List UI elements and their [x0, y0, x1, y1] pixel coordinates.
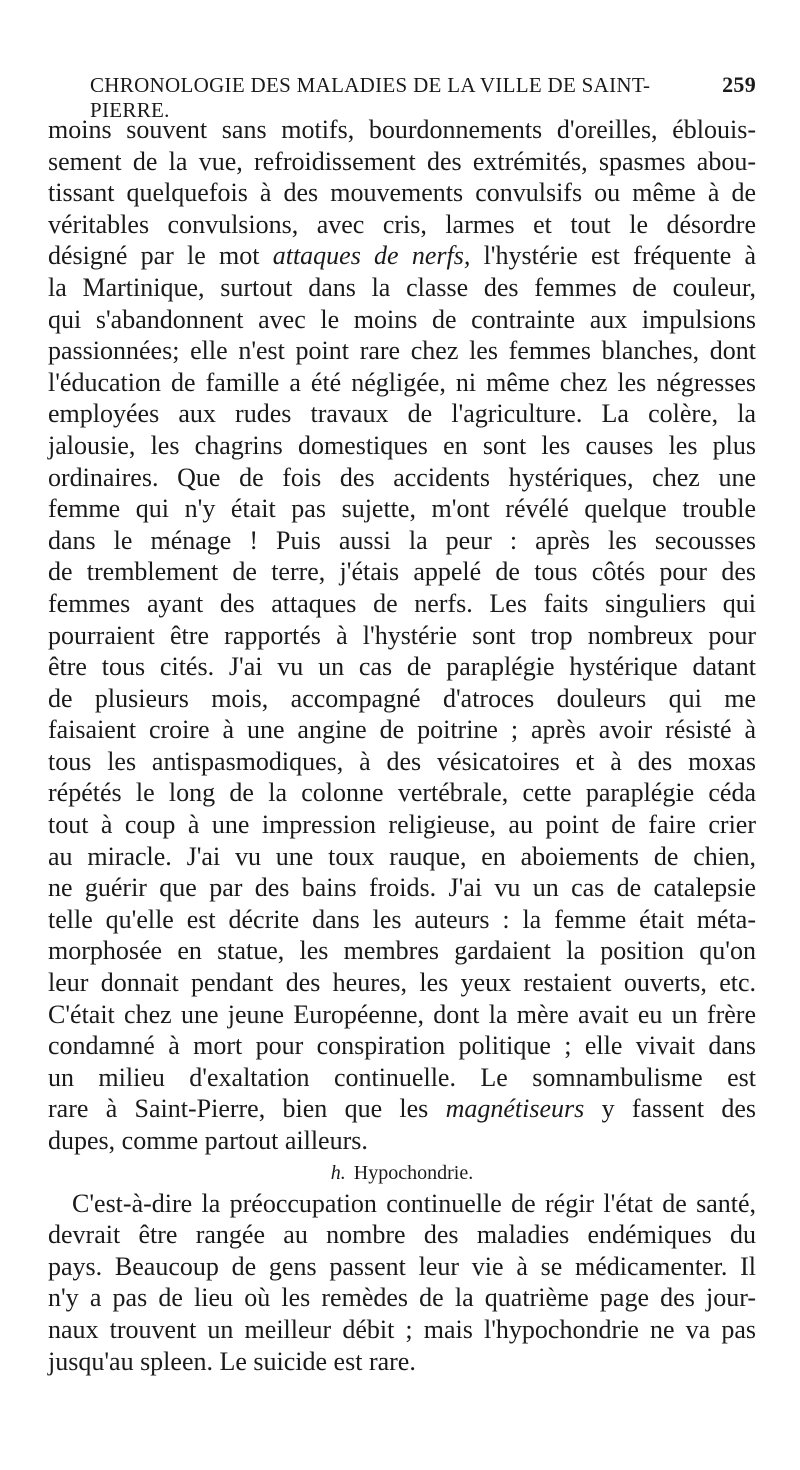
text-line: passionnées; elle n'est point rare chez les femmes blanches, dont	[48, 336, 756, 366]
italic-term: magnétiseurs	[445, 1094, 585, 1124]
text-line: naux trouvent un meilleur débit ; mais l'hypochondrie ne va pas	[48, 1314, 756, 1344]
running-head	[90, 72, 756, 122]
text-line: véritables convulsions, avec cris, larmes et tout le désordre	[48, 209, 756, 239]
text-line: tout à coup à une impression religieuse, au point de faire crier	[48, 810, 756, 840]
text-line: C'était chez une jeune Européenne, dont la mère avait eu un frère	[48, 999, 756, 1029]
text-line: tissant quelquefois à des mouvements convulsifs ou même à de	[48, 178, 756, 208]
text-line: condamné à mort pour conspiration politique ; elle vivait dans	[48, 1031, 756, 1061]
text-fragment: y fassent des	[601, 1094, 757, 1124]
text-line: moins souvent sans motifs, bourdonnements d'oreilles, éblouis-	[48, 115, 756, 144]
text-line: la Martinique, surtout dans la classe des femmes de couleur,	[48, 272, 756, 302]
text-line: dans le ménage ! Puis aussi la peur : après les secousses	[48, 525, 756, 555]
running-title: CHRONOLOGIE DES MALADIES DE LA VILLE DE SAINT-PIERRE.	[90, 73, 651, 122]
text-line: morphosée en statue, les membres gardaient la position qu'on	[48, 936, 756, 966]
text-line	[48, 1093, 756, 1125]
text-fragment: l'hystérie est fréquente à	[483, 241, 757, 271]
text-line: pays. Beaucoup de gens passent leur vie à se médicamenter. Il	[48, 1251, 756, 1281]
text-line: qui s'abandonnent avec le moins de contrainte aux impulsions	[48, 304, 756, 334]
section-title: Hypochondrie.	[353, 1161, 474, 1184]
text-line: femmes ayant des attaques de nerfs. Les faits singuliers qui	[48, 588, 756, 618]
text-line: tous les antispasmodiques, à des vésicatoires et à des moxas	[48, 746, 756, 776]
book-page	[48, 72, 756, 1377]
text-line: ne guérir que par des bains froids. J'ai vu un cas de catalepsie	[48, 873, 756, 903]
text-line: de plusieurs mois, accompagné d'atroces douleurs qui me	[48, 683, 756, 713]
text-line: faisaient croire à une angine de poitrine ; après avoir résisté à	[48, 715, 756, 745]
text-line	[48, 240, 756, 272]
text-line: de tremblement de terre, j'étais appelé de tous côtés pour des	[48, 557, 756, 587]
text-line: jalousie, les chagrins domestiques en sont les causes les plus	[48, 430, 756, 460]
text-line: sement de la vue, refroidissement des extrémités, spasmes abou-	[48, 146, 756, 176]
section-heading-hypochondria	[48, 1158, 756, 1188]
text-line: telle qu'elle est décrite dans les auteurs : la femme était méta-	[48, 904, 756, 934]
text-line: répétés le long de la colonne vertébrale, cette paraplégie céda	[48, 778, 756, 808]
text-line: femme qui n'y était pas sujette, m'ont révélé quelque trouble	[48, 494, 756, 524]
text-line: l'éducation de famille a été négligée, ni même chez les négresses	[48, 367, 756, 397]
text-line: employées aux rudes travaux de l'agriculture. La colère, la	[48, 399, 756, 429]
text-line: ordinaires. Que de fois des accidents hystériques, chez une	[48, 462, 756, 492]
text-line: n'y a pas de lieu où les remèdes de la quatrième page des jour-	[48, 1283, 756, 1313]
text-line: au miracle. J'ai vu une toux rauque, en aboiements de chien,	[48, 841, 756, 871]
text-line: un milieu d'exaltation continuelle. Le somnambulisme est	[48, 1062, 756, 1092]
text-line: dupes, comme partout ailleurs.	[48, 1126, 368, 1155]
text-line: pourraient être rapportés à l'hystérie sont trop nombreux pour	[48, 620, 756, 650]
paragraph-hypochondria	[48, 1188, 756, 1378]
text-line: être tous cités. J'ai vu un cas de paraplégie hystérique datant	[48, 652, 756, 682]
text-line: devrait être rangée au nombre des maladies endémiques du	[48, 1220, 756, 1250]
text-fragment: désigné par le mot	[48, 241, 260, 271]
paragraph-hysteria	[48, 114, 756, 1157]
italic-term: attaques de nerfs,	[272, 241, 471, 271]
page-number: 259	[722, 72, 756, 97]
section-letter: h.	[330, 1161, 346, 1184]
text-fragment: rare à Saint-Pierre, bien que les	[48, 1094, 429, 1124]
text-line: leur donnait pendant des heures, les yeux restaient ouverts, etc.	[48, 968, 756, 998]
text-line: jusqu'au spleen. Le suicide est rare.	[48, 1346, 416, 1376]
text-line: C'est-à-dire la préoccupation continuelle de régir l'état de santé,	[72, 1188, 756, 1218]
